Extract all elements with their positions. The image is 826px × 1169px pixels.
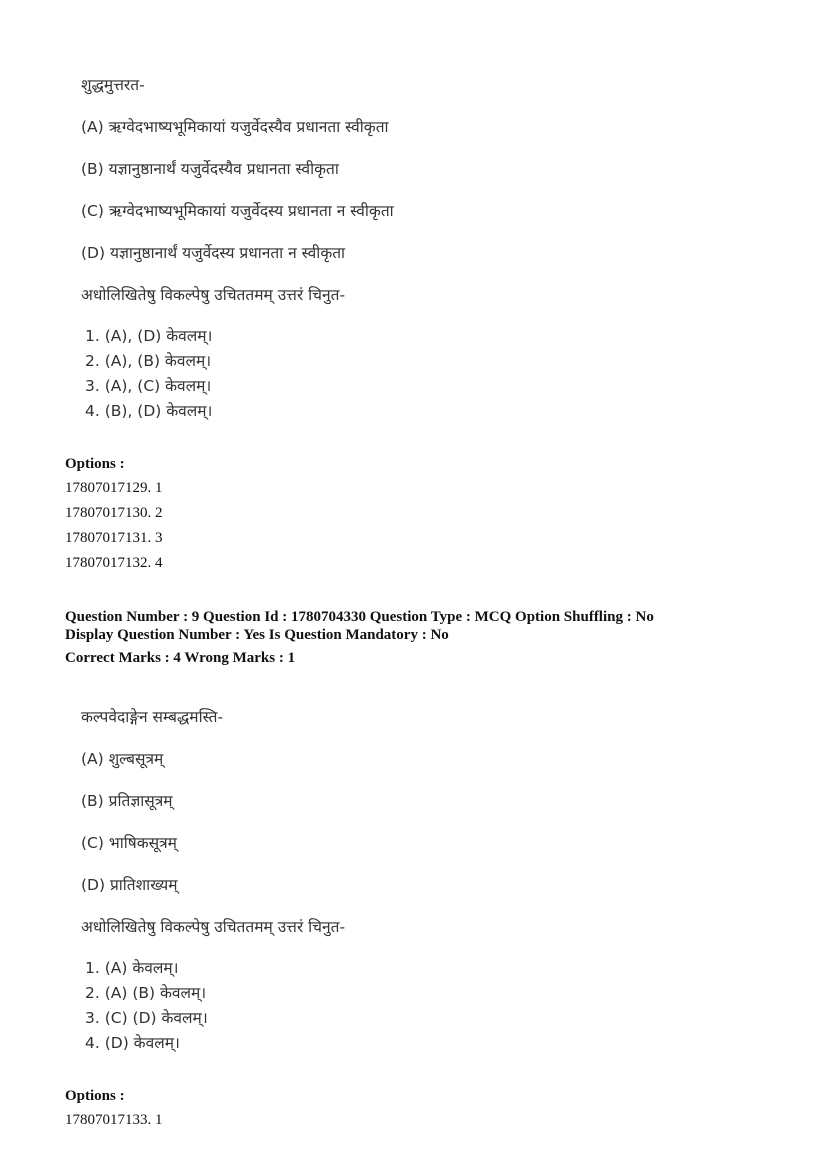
q8-statement-c: (C) ऋग्वेदभाष्यभूमिकायां यजुर्वेदस्य प्रधानता न स्वीकृता [81,202,394,220]
q8-choice-1: 1. (A), (D) केवलम्। [85,327,213,345]
q8-statement-b: (B) यज्ञानुष्ठानार्थं यजुर्वेदस्यैव प्रधानता स्वीकृता [81,160,339,178]
q9-choice-3: 3. (C) (D) केवलम्। [85,1009,208,1027]
q8-option-4: 17807017132. 4 [65,555,163,571]
q8-options-label: Options : [65,456,125,472]
q9-choice-1: 1. (A) केवलम्। [85,959,179,977]
q9-statement-c: (C) भाषिकसूत्रम् [81,834,177,852]
q8-option-1: 17807017129. 1 [65,480,163,496]
q9-meta-line-2: Display Question Number : Yes Is Question Mandatory : No [65,627,449,643]
q9-statement-d: (D) प्रातिशाख्यम् [81,876,178,894]
q9-meta-line-3: Correct Marks : 4 Wrong Marks : 1 [65,650,296,666]
q9-choice-4: 4. (D) केवलम्। [85,1034,180,1052]
q8-stem: शुद्धमुत्तरत- [81,76,145,94]
q8-option-3: 17807017131. 3 [65,530,163,546]
q8-choice-2: 2. (A), (B) केवलम्। [85,352,212,370]
q8-choice-4: 4. (B), (D) केवलम्। [85,402,213,420]
q8-instruction: अधोलिखितेषु विकल्पेषु उचिततमम् उत्तरं चिनुत- [81,286,346,304]
q9-options-label: Options : [65,1088,125,1104]
q8-option-2: 17807017130. 2 [65,505,163,521]
q9-stem: कल्पवेदाङ्गेन सम्बद्धमस्ति- [81,708,224,726]
q9-option-1: 17807017133. 1 [65,1112,163,1128]
q9-meta-line-1: Question Number : 9 Question Id : 1780704330 Question Type : MCQ Option Shuffling : No [65,609,654,625]
q8-statement-d: (D) यज्ञानुष्ठानार्थं यजुर्वेदस्य प्रधानता न स्वीकृता [81,244,346,262]
q8-choice-3: 3. (A), (C) केवलम्। [85,377,212,395]
q9-choice-2: 2. (A) (B) केवलम्। [85,984,207,1002]
q8-statement-a: (A) ऋग्वेदभाष्यभूमिकायां यजुर्वेदस्यैव प्रधानता स्वीकृता [81,118,389,136]
q9-statement-b: (B) प्रतिज्ञासूत्रम् [81,792,173,810]
q9-statement-a: (A) शुल्बसूत्रम् [81,750,164,768]
q9-instruction: अधोलिखितेषु विकल्पेषु उचिततमम् उत्तरं चिनुत- [81,918,346,936]
